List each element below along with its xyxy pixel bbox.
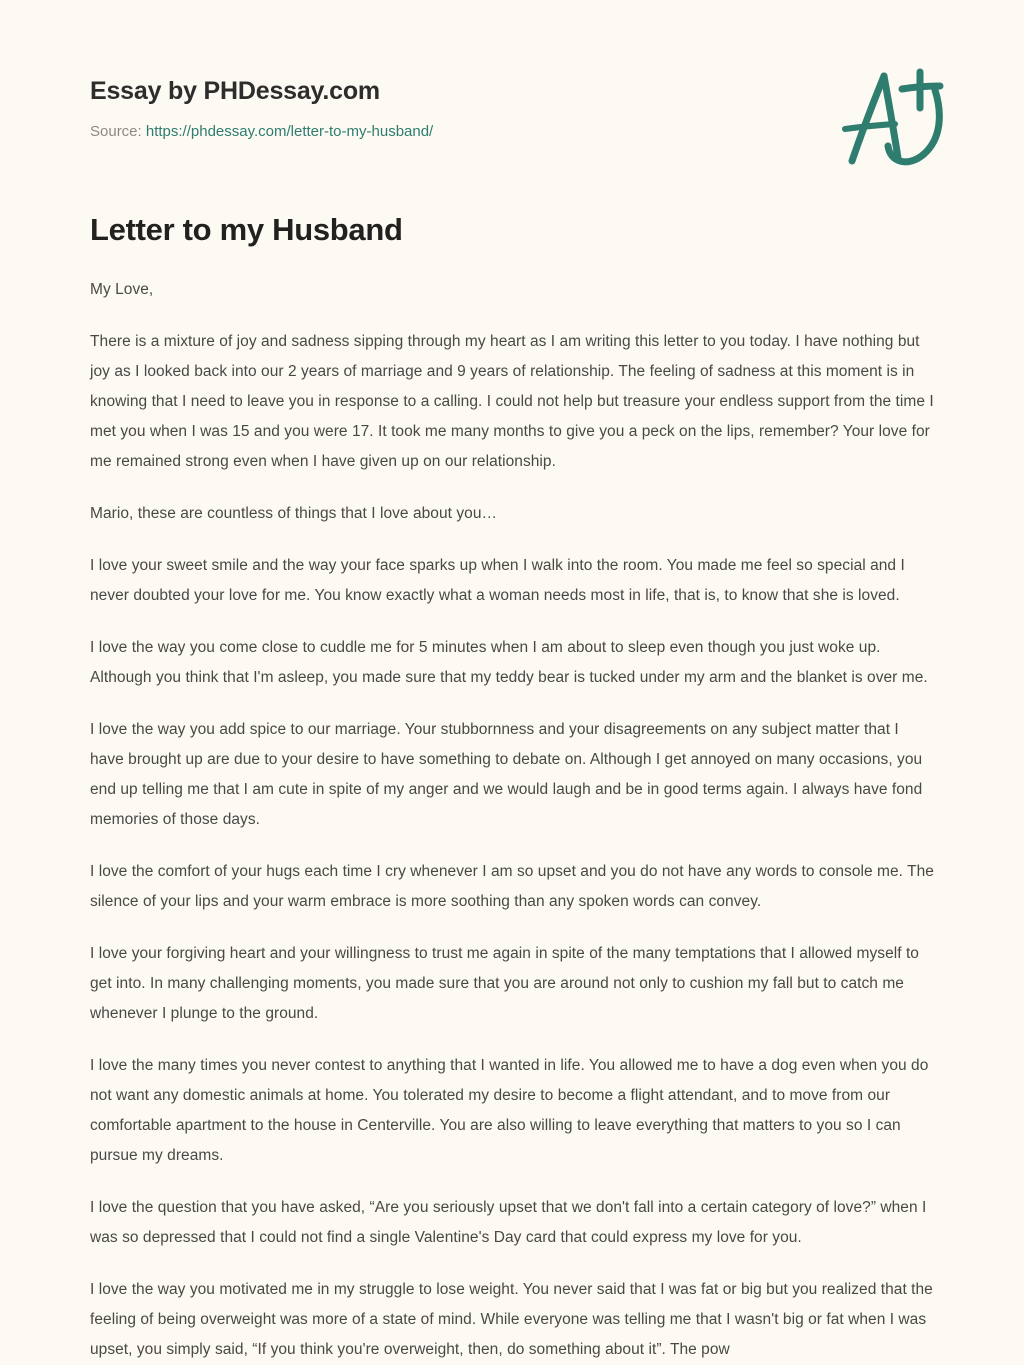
paragraph-address-mario: Mario, these are countless of things that I love about you… xyxy=(90,504,498,522)
paragraph-love-cuddle: I love the way you come close to cuddle me for 5 minutes when I am about to sleep even though you just woke up. Although you think that I'm asleep, you made sure that my teddy bear is tucked under my arm and the blanket is over me. xyxy=(90,638,928,686)
paragraph-love-contest: I love the many times you never contest to anything that I wanted in life. You allowed me to have a dog even when you do not want any domestic animals at home. You tolerated my desire to become a flight attendant, and to move from our comfortable apartment to the house in Centerville. You are also willing to leave everything that matters to you so I can pursue my dreams. xyxy=(90,1056,929,1164)
paragraph-love-spice: I love the way you add spice to our marriage. Your stubbornness and your disagreements on any subject matter that I have brought up are due to your desire to have something to debate on. Although I get annoyed on many occasions, you end up telling me that I am cute in spite of my anger and we would laugh and be in good terms again. I always have fond memories of those days. xyxy=(90,720,923,828)
brand-title: Essay by PHDessay.com xyxy=(90,77,380,105)
page-header xyxy=(90,0,934,140)
paragraph-love-weight: I love the way you motivated me in my struggle to lose weight. You never said that I was fat or big but you realized that the feeling of being overweight was more of a state of mind. While everyone was telling me that I wasn't big or fat when I was upset, you simply said, “If you think you're overweight, then, do something about it”. The pow xyxy=(90,1280,933,1358)
paragraph-love-smile: I love your sweet smile and the way your face sparks up when I walk into the room. You made me feel so special and I never doubted your love for me. You know exactly what a woman needs most in life, that is, to know that she is loved. xyxy=(90,556,905,604)
page-title: Letter to my Husband xyxy=(90,212,403,247)
source-line xyxy=(90,123,934,141)
essay-body xyxy=(90,248,936,1365)
paragraph-love-hugs: I love the comfort of your hugs each time I cry whenever I am so upset and you do not have any words to console me. The silence of your lips and your warm embrace is more soothing than any spoken words can convey. xyxy=(90,862,934,910)
source-label: Source: xyxy=(90,122,142,140)
source-url-link[interactable]: https://phdessay.com/letter-to-my-husband/ xyxy=(145,122,434,140)
paragraph-salutation: My Love, xyxy=(90,280,154,298)
aplus-logo-icon xyxy=(832,66,952,178)
paragraph-love-forgive: I love your forgiving heart and your willingness to trust me again in spite of the many temptations that I allowed myself to get into. In many challenging moments, you made sure that you are around not only to cushion my fall but to catch me whenever I plunge to the ground. xyxy=(90,944,919,1022)
paragraph-intro: There is a mixture of joy and sadness sipping through my heart as I am writing this letter to you today. I have nothing but joy as I looked back into our 2 years of marriage and 9 years of relationship. The feeling of sadness at this moment is in knowing that I need to leave you in response to a calling. I could not help but treasure your endless support from the time I met you when I was 15 and you were 17. It took me many months to give you a peck on the lips, remember? Your love for me remained strong even when I have given up on our relationship. xyxy=(90,332,934,470)
paragraph-love-question: I love the question that you have asked, “Are you seriously upset that we don't fall into a certain category of love?” when I was so depressed that I could not find a single Valentine's Day card that could express my love for you. xyxy=(90,1198,927,1246)
